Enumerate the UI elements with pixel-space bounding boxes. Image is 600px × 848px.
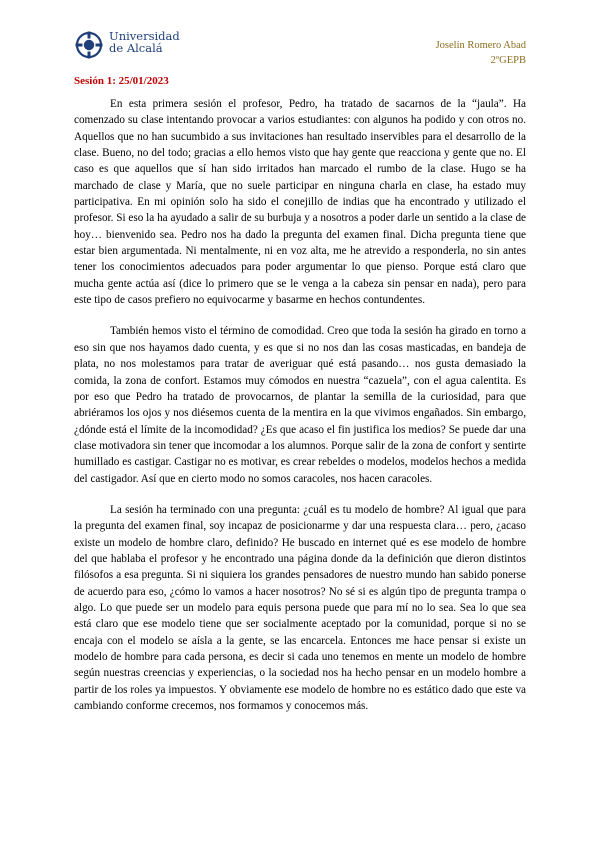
logo-line-2: de Alcalá bbox=[109, 41, 163, 55]
university-crest-icon bbox=[74, 30, 104, 60]
class-group: 2ºGEPB bbox=[490, 55, 526, 66]
session-title: Sesión 1: 25/01/2023 bbox=[74, 75, 169, 87]
paragraph-3: La sesión ha terminado con una pregunta: ¿cuál es tu modelo de hombre? Al igual que para la pregunta del examen final, soy incapaz de posicionarme y dar una respuesta clara… pero, ¿acaso existe un modelo de hombre claro, definido? He buscado en internet qué es ese modelo de hombre del que hablaba el profesor y he encontrado una página donde da la definición que dieron distintos filósofos a esa pregunta. Si ni siquiera los grandes pensadores de nuestro mundo han sabido ponerse de acuerdo para eso, ¿cómo lo vamos a hacer nosotros? No sé si es algún tipo de pregunta trampa o algo. Lo que puede ser un modelo para equis persona puede que para mí no lo sea. Sea lo que sea está claro que ese modelo tiene que ser socialmente aceptado por la comunidad, porque si no se encaja con el modelo se aísla a la gente, se las encarcela. Entonces me hace pensar si existe un modelo de hombre para cada persona, es decir si cada uno tenemos en mente un modelo de hombre según nuestras creencias y experiencias, o la sociedad nos ha hecho pensar en un modelo hombre a partir de los roles ya impuestos. Y obviamente ese modelo de hombre no es estático dado que este va cambiando conforme crecemos, nos formamos y conocemos más. bbox=[74, 503, 526, 713]
paragraph-1: En esta primera sesión el profesor, Pedro, ha tratado de sacarnos de la “jaula”. Ha comenzado su clase intentando provocar a varios estudiantes: con algunos ha podido y con otros no. Aquellos que no han sucumbido a sus invitaciones han resultado inservibles para el desarrollo de la clase. Bueno, no del todo; gracias a ello hemos visto que hay gente que reacciona y gente que no. El caso es que aquellos que sí han sido irritados han marcado el rumbo de la clase. Hugo se ha marchado de clase y María, que no suele participar en ninguna charla en clase, ha estado muy participativa. En mi opinión solo ha sido el conejillo de indias que ha encontrado y utilizado el profesor. Si eso la ha ayudado a salir de su burbuja y a nosotros a poder darle un sentido a la clase de hoy… bienvenido sea. Pedro nos ha dado la pregunta del examen final. Dicha pregunta tiene que estar bien argumentada. Ni mentalmente, ni en voz alta, me he atrevido a responderla, no sin antes tener los conocimientos adecuados para poder argumentar lo que pienso. Porque está claro que mucha gente actúa así (dice lo primero que se le venga a la cabeza sin pensar en nada), pero para este tipo de casos prefiero no equivocarme y basarme en hechos contundentes. bbox=[74, 98, 526, 307]
document-body bbox=[74, 96, 526, 729]
logo-text bbox=[109, 30, 180, 54]
logo-line-1: Universidad bbox=[109, 29, 180, 43]
header-author-block bbox=[436, 38, 526, 68]
university-logo bbox=[74, 29, 180, 64]
author-name: Joselín Romero Abad bbox=[435, 40, 526, 51]
paragraph-2: También hemos visto el término de comodidad. Creo que toda la sesión ha girado en torno a eso sin que nos hayamos dado cuenta, y es que si no nos dan las cosas masticadas, en bandeja de plata, no nos molestamos para tratar de averiguar qué está pasando… nos gusta demasiado la comida, la zona de confort. Estamos muy cómodos en nuestra “cazuela”, con el agua calentita. Es por eso que Pedro ha tratado de provocarnos, de plantar la semilla de la curiosidad, para que abriéramos los ojos y nos diésemos cuenta de la mentira en la que vivimos engañados. Sin embargo, ¿dónde está el límite de la incomodidad? ¿Es que acaso el fin justifica los medios? Se puede dar una clase motivadora sin tener que incomodar a los alumnos. Porque salir de la zona de confort y sentirte humillado es castigar. Castigar no es motivar, es crear rebeldes o modelos, modelos hechos a medida del castigador. Así que en cierto modo no somos caracoles, nos hacen caracoles. bbox=[74, 325, 526, 485]
